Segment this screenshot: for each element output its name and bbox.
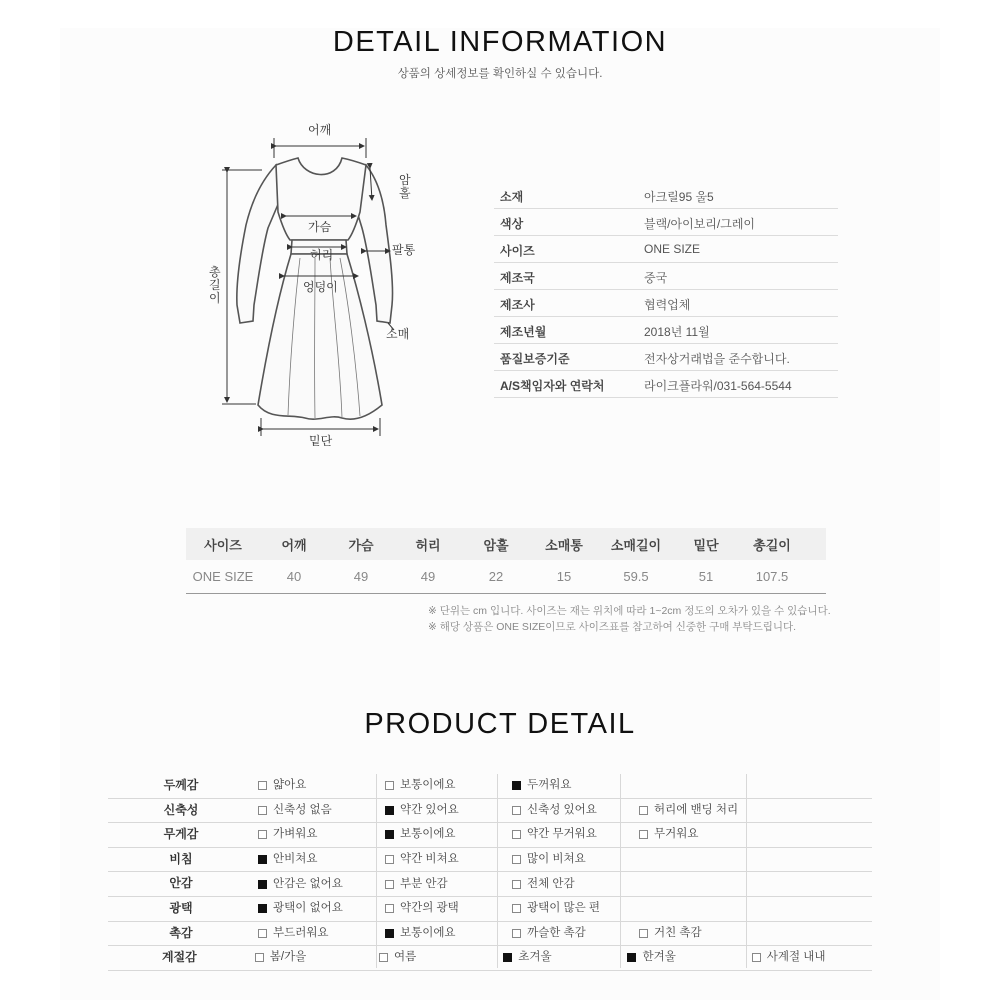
label-armhole: 암홀 xyxy=(399,173,411,200)
product-option xyxy=(254,823,381,847)
size-value-cell: 40 xyxy=(286,569,302,584)
label-arm-width: 팔통 xyxy=(392,243,416,257)
product-option-text: 한겨울 xyxy=(642,951,676,964)
checked-box-icon xyxy=(258,855,267,864)
label-chest: 가슴 xyxy=(308,220,332,234)
product-option xyxy=(748,946,872,970)
product-option xyxy=(508,922,635,946)
product-option-text: 안감은 없어요 xyxy=(273,877,343,890)
product-option xyxy=(381,799,508,823)
product-option-text: 약간 있어요 xyxy=(400,803,459,816)
unchecked-box-icon xyxy=(258,806,267,815)
product-option-text: 약간 비쳐요 xyxy=(400,853,459,866)
info-row xyxy=(494,317,838,344)
unchecked-box-icon xyxy=(512,830,521,839)
size-value-cell: 51 xyxy=(698,569,714,584)
product-option xyxy=(254,799,381,823)
product-option xyxy=(254,922,381,946)
product-row-label: 안감 xyxy=(169,876,193,891)
product-option xyxy=(508,774,635,798)
product-option xyxy=(499,946,623,970)
product-title: PRODUCT DETAIL xyxy=(364,708,636,740)
product-option-text: 신축성 없음 xyxy=(273,803,332,816)
checked-box-icon xyxy=(627,953,636,962)
size-value-cell: ONE SIZE xyxy=(192,569,254,584)
info-value: ONE SIZE xyxy=(644,242,701,256)
product-option-text: 약간 무거워요 xyxy=(527,828,597,841)
checked-box-icon xyxy=(258,904,267,913)
info-key: 사이즈 xyxy=(500,244,535,258)
info-row xyxy=(494,344,838,371)
checked-box-icon xyxy=(512,781,521,790)
unchecked-box-icon xyxy=(258,781,267,790)
detail-subtitle: 상품의 상세정보를 확인하실 수 있습니다. xyxy=(397,68,603,80)
size-header-cell: 가슴 xyxy=(348,537,374,553)
product-row-label: 광택 xyxy=(169,900,193,915)
product-option-text: 많이 비쳐요 xyxy=(527,853,586,866)
size-value-cell: 107.5 xyxy=(755,569,789,584)
size-header-cell: 소매길이 xyxy=(610,537,662,553)
product-option xyxy=(254,848,381,872)
size-value-cell: 15 xyxy=(556,569,572,584)
product-option-text: 사계절 내내 xyxy=(766,951,826,964)
info-key: 품질보증기준 xyxy=(500,352,570,366)
product-option xyxy=(254,872,381,896)
unchecked-box-icon xyxy=(385,781,394,790)
product-row xyxy=(108,823,872,848)
info-value: 2018년 11월 xyxy=(644,325,710,339)
unchecked-box-icon xyxy=(258,929,267,938)
size-header-cell: 사이즈 xyxy=(204,537,242,553)
info-row xyxy=(494,209,838,236)
product-option xyxy=(381,897,508,921)
product-option xyxy=(254,897,381,921)
product-row xyxy=(108,946,872,971)
detail-title: DETAIL INFORMATION xyxy=(332,26,668,58)
checked-box-icon xyxy=(503,953,512,962)
unchecked-box-icon xyxy=(512,880,521,889)
info-row xyxy=(494,236,838,263)
product-option-text: 까슬한 촉감 xyxy=(527,926,586,939)
label-shoulder: 어깨 xyxy=(308,123,332,137)
product-row-label: 신축성 xyxy=(163,802,199,817)
unchecked-box-icon xyxy=(639,830,648,839)
product-row xyxy=(108,799,872,824)
product-row xyxy=(108,872,872,897)
product-option-text: 전체 안감 xyxy=(527,877,575,890)
product-option xyxy=(508,799,635,823)
unchecked-box-icon xyxy=(752,953,761,962)
checked-box-icon xyxy=(258,880,267,889)
column-divider xyxy=(620,774,621,968)
product-option xyxy=(381,823,508,847)
product-option xyxy=(381,774,508,798)
product-option-text: 부드러워요 xyxy=(273,926,329,939)
product-option-text: 안비쳐요 xyxy=(273,853,318,866)
size-header-cell: 총길이 xyxy=(753,537,791,553)
product-row xyxy=(108,897,872,922)
product-option xyxy=(623,946,747,970)
unchecked-box-icon xyxy=(639,929,648,938)
unchecked-box-icon xyxy=(258,830,267,839)
product-option-text: 광택이 없어요 xyxy=(273,902,343,915)
info-value: 아크릴95 울5 xyxy=(644,190,714,204)
product-option-text: 보통이에요 xyxy=(400,828,456,841)
info-key: 제조사 xyxy=(500,298,535,312)
info-value: 협력업체 xyxy=(644,298,691,312)
info-key: A/S책임자와 연락처 xyxy=(500,379,605,393)
checked-box-icon xyxy=(385,830,394,839)
label-hip: 엉덩이 xyxy=(303,280,338,294)
unchecked-box-icon xyxy=(512,929,521,938)
product-option-text: 무거워요 xyxy=(654,828,699,841)
column-divider xyxy=(376,774,377,968)
product-option-text: 약간의 광택 xyxy=(400,902,459,915)
unchecked-box-icon xyxy=(379,953,388,962)
product-option-text: 신축성 있어요 xyxy=(527,803,597,816)
product-option-text: 거친 촉감 xyxy=(654,926,702,939)
unchecked-box-icon xyxy=(385,880,394,889)
product-option xyxy=(251,946,375,970)
unchecked-box-icon xyxy=(639,806,648,815)
size-header-cell: 밑단 xyxy=(693,537,719,553)
product-option-text: 초겨울 xyxy=(518,951,552,964)
info-key: 소재 xyxy=(500,190,524,204)
label-hem: 밑단 xyxy=(309,434,333,448)
label-waist: 허리 xyxy=(310,248,334,262)
product-option-text: 가벼워요 xyxy=(273,828,318,841)
unchecked-box-icon xyxy=(512,904,521,913)
info-value: 블랙/아이보리/그레이 xyxy=(644,217,755,231)
size-value-cell: 59.5 xyxy=(623,569,649,584)
product-row xyxy=(108,774,872,799)
note-line: ※ 해당 상품은 ONE SIZE이므로 사이즈표를 참고하여 신중한 구매 부탁드립니다. xyxy=(428,621,797,633)
product-option xyxy=(508,872,635,896)
unchecked-box-icon xyxy=(512,855,521,864)
label-total-length: 총길이 xyxy=(209,265,221,305)
product-option xyxy=(381,872,508,896)
product-option-text: 보통이에요 xyxy=(400,779,456,792)
product-option xyxy=(635,799,762,823)
unchecked-box-icon xyxy=(385,904,394,913)
column-divider xyxy=(497,774,498,968)
product-row-label: 촉감 xyxy=(169,925,193,940)
product-option xyxy=(508,823,635,847)
product-row-label: 두께감 xyxy=(163,778,199,792)
info-key: 제조국 xyxy=(500,271,535,285)
size-header-cell: 어깨 xyxy=(281,537,307,553)
product-option xyxy=(635,922,762,946)
product-option-text: 얇아요 xyxy=(273,779,307,792)
info-value: 라이크플라워/031-564-5544 xyxy=(644,379,792,393)
product-option-text: 보통이에요 xyxy=(400,926,456,939)
product-option-text: 허리에 밴딩 처리 xyxy=(654,803,739,816)
size-table xyxy=(186,528,826,594)
unchecked-box-icon xyxy=(385,855,394,864)
checked-box-icon xyxy=(385,806,394,815)
size-value-cell: 49 xyxy=(420,569,436,584)
product-option xyxy=(381,848,508,872)
size-notes xyxy=(428,603,831,635)
product-option xyxy=(635,823,762,847)
product-option-text: 광택이 많은 편 xyxy=(527,902,601,915)
product-option xyxy=(254,774,381,798)
info-row xyxy=(494,182,838,209)
product-row xyxy=(108,922,872,947)
product-row xyxy=(108,848,872,873)
product-option-text: 부분 안감 xyxy=(400,877,448,890)
size-table-header xyxy=(186,528,826,560)
product-option xyxy=(375,946,499,970)
product-row-label: 비침 xyxy=(169,851,193,866)
info-key: 색상 xyxy=(500,217,524,231)
product-option xyxy=(508,897,635,921)
size-header-cell: 허리 xyxy=(415,537,441,553)
column-divider xyxy=(746,774,747,968)
unchecked-box-icon xyxy=(512,806,521,815)
note-line: ※ 단위는 cm 입니다. 사이즈는 재는 위치에 따라 1~2cm 정도의 오차가 있을 수 있습니다. xyxy=(428,605,831,617)
product-option xyxy=(381,922,508,946)
info-key: 제조년월 xyxy=(500,325,547,339)
info-row xyxy=(494,263,838,290)
size-header-cell: 소매통 xyxy=(545,537,583,553)
info-table xyxy=(494,182,838,398)
info-row xyxy=(494,371,838,398)
product-detail-table xyxy=(108,774,872,971)
size-value-cell: 49 xyxy=(353,569,369,584)
product-row-label: 무게감 xyxy=(163,827,199,842)
info-value: 중국 xyxy=(644,271,668,285)
label-cuff: 소매 xyxy=(386,327,410,341)
size-value-cell: 22 xyxy=(488,569,504,584)
product-option xyxy=(508,848,635,872)
info-value: 전자상거래법을 준수합니다. xyxy=(644,352,790,366)
product-option-text: 두꺼워요 xyxy=(527,779,572,792)
unchecked-box-icon xyxy=(255,953,264,962)
checked-box-icon xyxy=(385,929,394,938)
product-option-text: 여름 xyxy=(393,951,417,964)
product-row-label: 계절감 xyxy=(161,950,197,965)
product-option-text: 봄/가을 xyxy=(269,951,307,964)
info-row xyxy=(494,290,838,317)
size-table-values xyxy=(186,560,826,594)
size-header-cell: 암홀 xyxy=(483,537,509,553)
